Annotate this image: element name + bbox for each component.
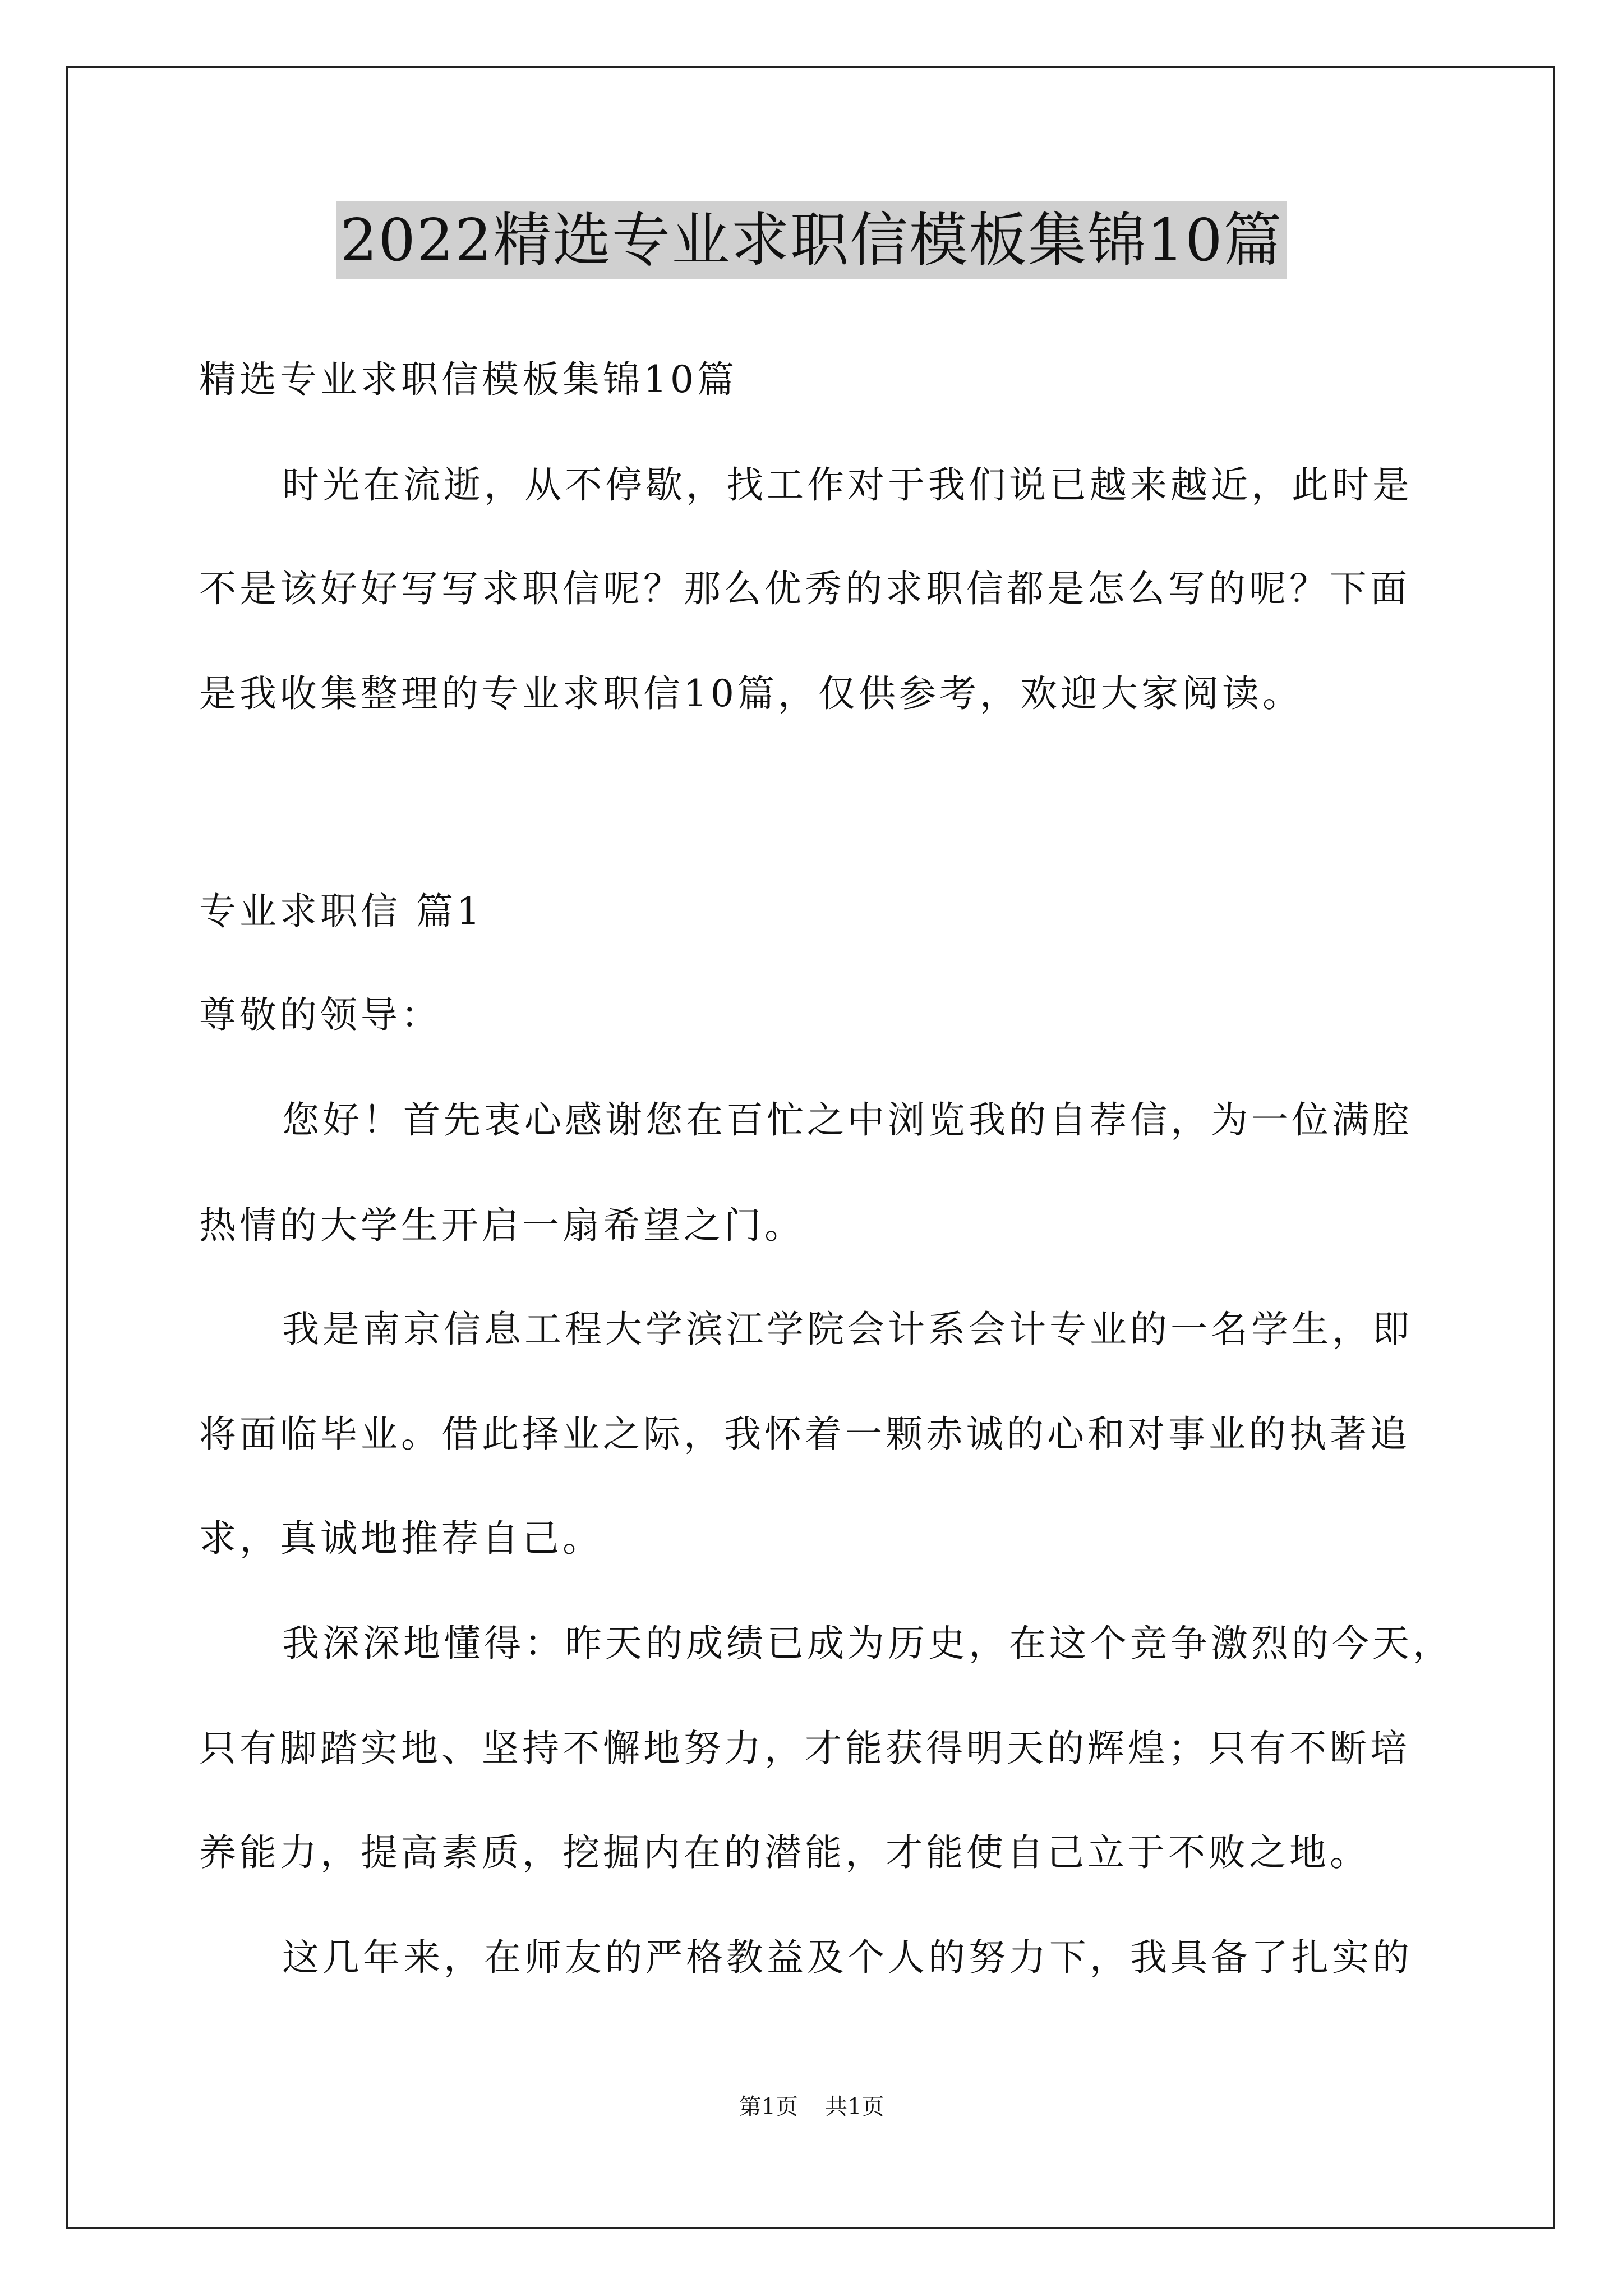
salutation: 尊敬的领导： <box>199 993 441 1037</box>
intro-line-1: 时光在流逝，从不停歇，找工作对于我们说已越来越近，此时是 <box>282 463 1413 507</box>
body-line-7: 只有脚踏实地、坚持不懈地努力，才能获得明天的辉煌；只有不断培 <box>199 1727 1410 1770</box>
body-line-6: 我深深地懂得：昨天的成绩已成为历史，在这个竞争激烈的今天， <box>282 1622 1453 1665</box>
body-line-4: 将面临毕业。借此择业之际，我怀着一颗赤诚的心和对事业的执著追 <box>199 1412 1410 1456</box>
intro-line-2: 不是该好好写写求职信呢？那么优秀的求职信都是怎么写的呢？下面 <box>199 567 1410 610</box>
body-line-2: 热情的大学生开启一扇希望之门。 <box>199 1204 805 1247</box>
section-heading: 专业求职信 篇1 <box>199 890 483 933</box>
body-line-8: 养能力，提高素质，挖掘内在的潜能，才能使自己立于不败之地。 <box>199 1831 1370 1874</box>
intro-line-3: 是我收集整理的专业求职信10篇，仅供参考，欢迎大家阅读。 <box>199 672 1303 715</box>
body-line-3: 我是南京信息工程大学滨江学院会计系会计专业的一名学生，即 <box>282 1308 1413 1351</box>
body-line-5: 求，真诚地推荐自己。 <box>199 1517 603 1560</box>
document-title: 2022精选专业求职信模板集锦10篇 <box>336 201 1286 279</box>
page-total: 共1页 <box>825 2094 884 2120</box>
page-footer <box>0 2091 1623 2123</box>
document-subtitle: 精选专业求职信模板集锦10篇 <box>199 358 737 401</box>
body-line-9: 这几年来，在师友的严格教益及个人的努力下，我具备了扎实的 <box>282 1936 1413 1979</box>
page-number: 第1页 <box>739 2094 798 2120</box>
title-container <box>0 201 1623 279</box>
body-line-1: 您好！首先衷心感谢您在百忙之中浏览我的自荐信，为一位满腔 <box>282 1098 1413 1142</box>
